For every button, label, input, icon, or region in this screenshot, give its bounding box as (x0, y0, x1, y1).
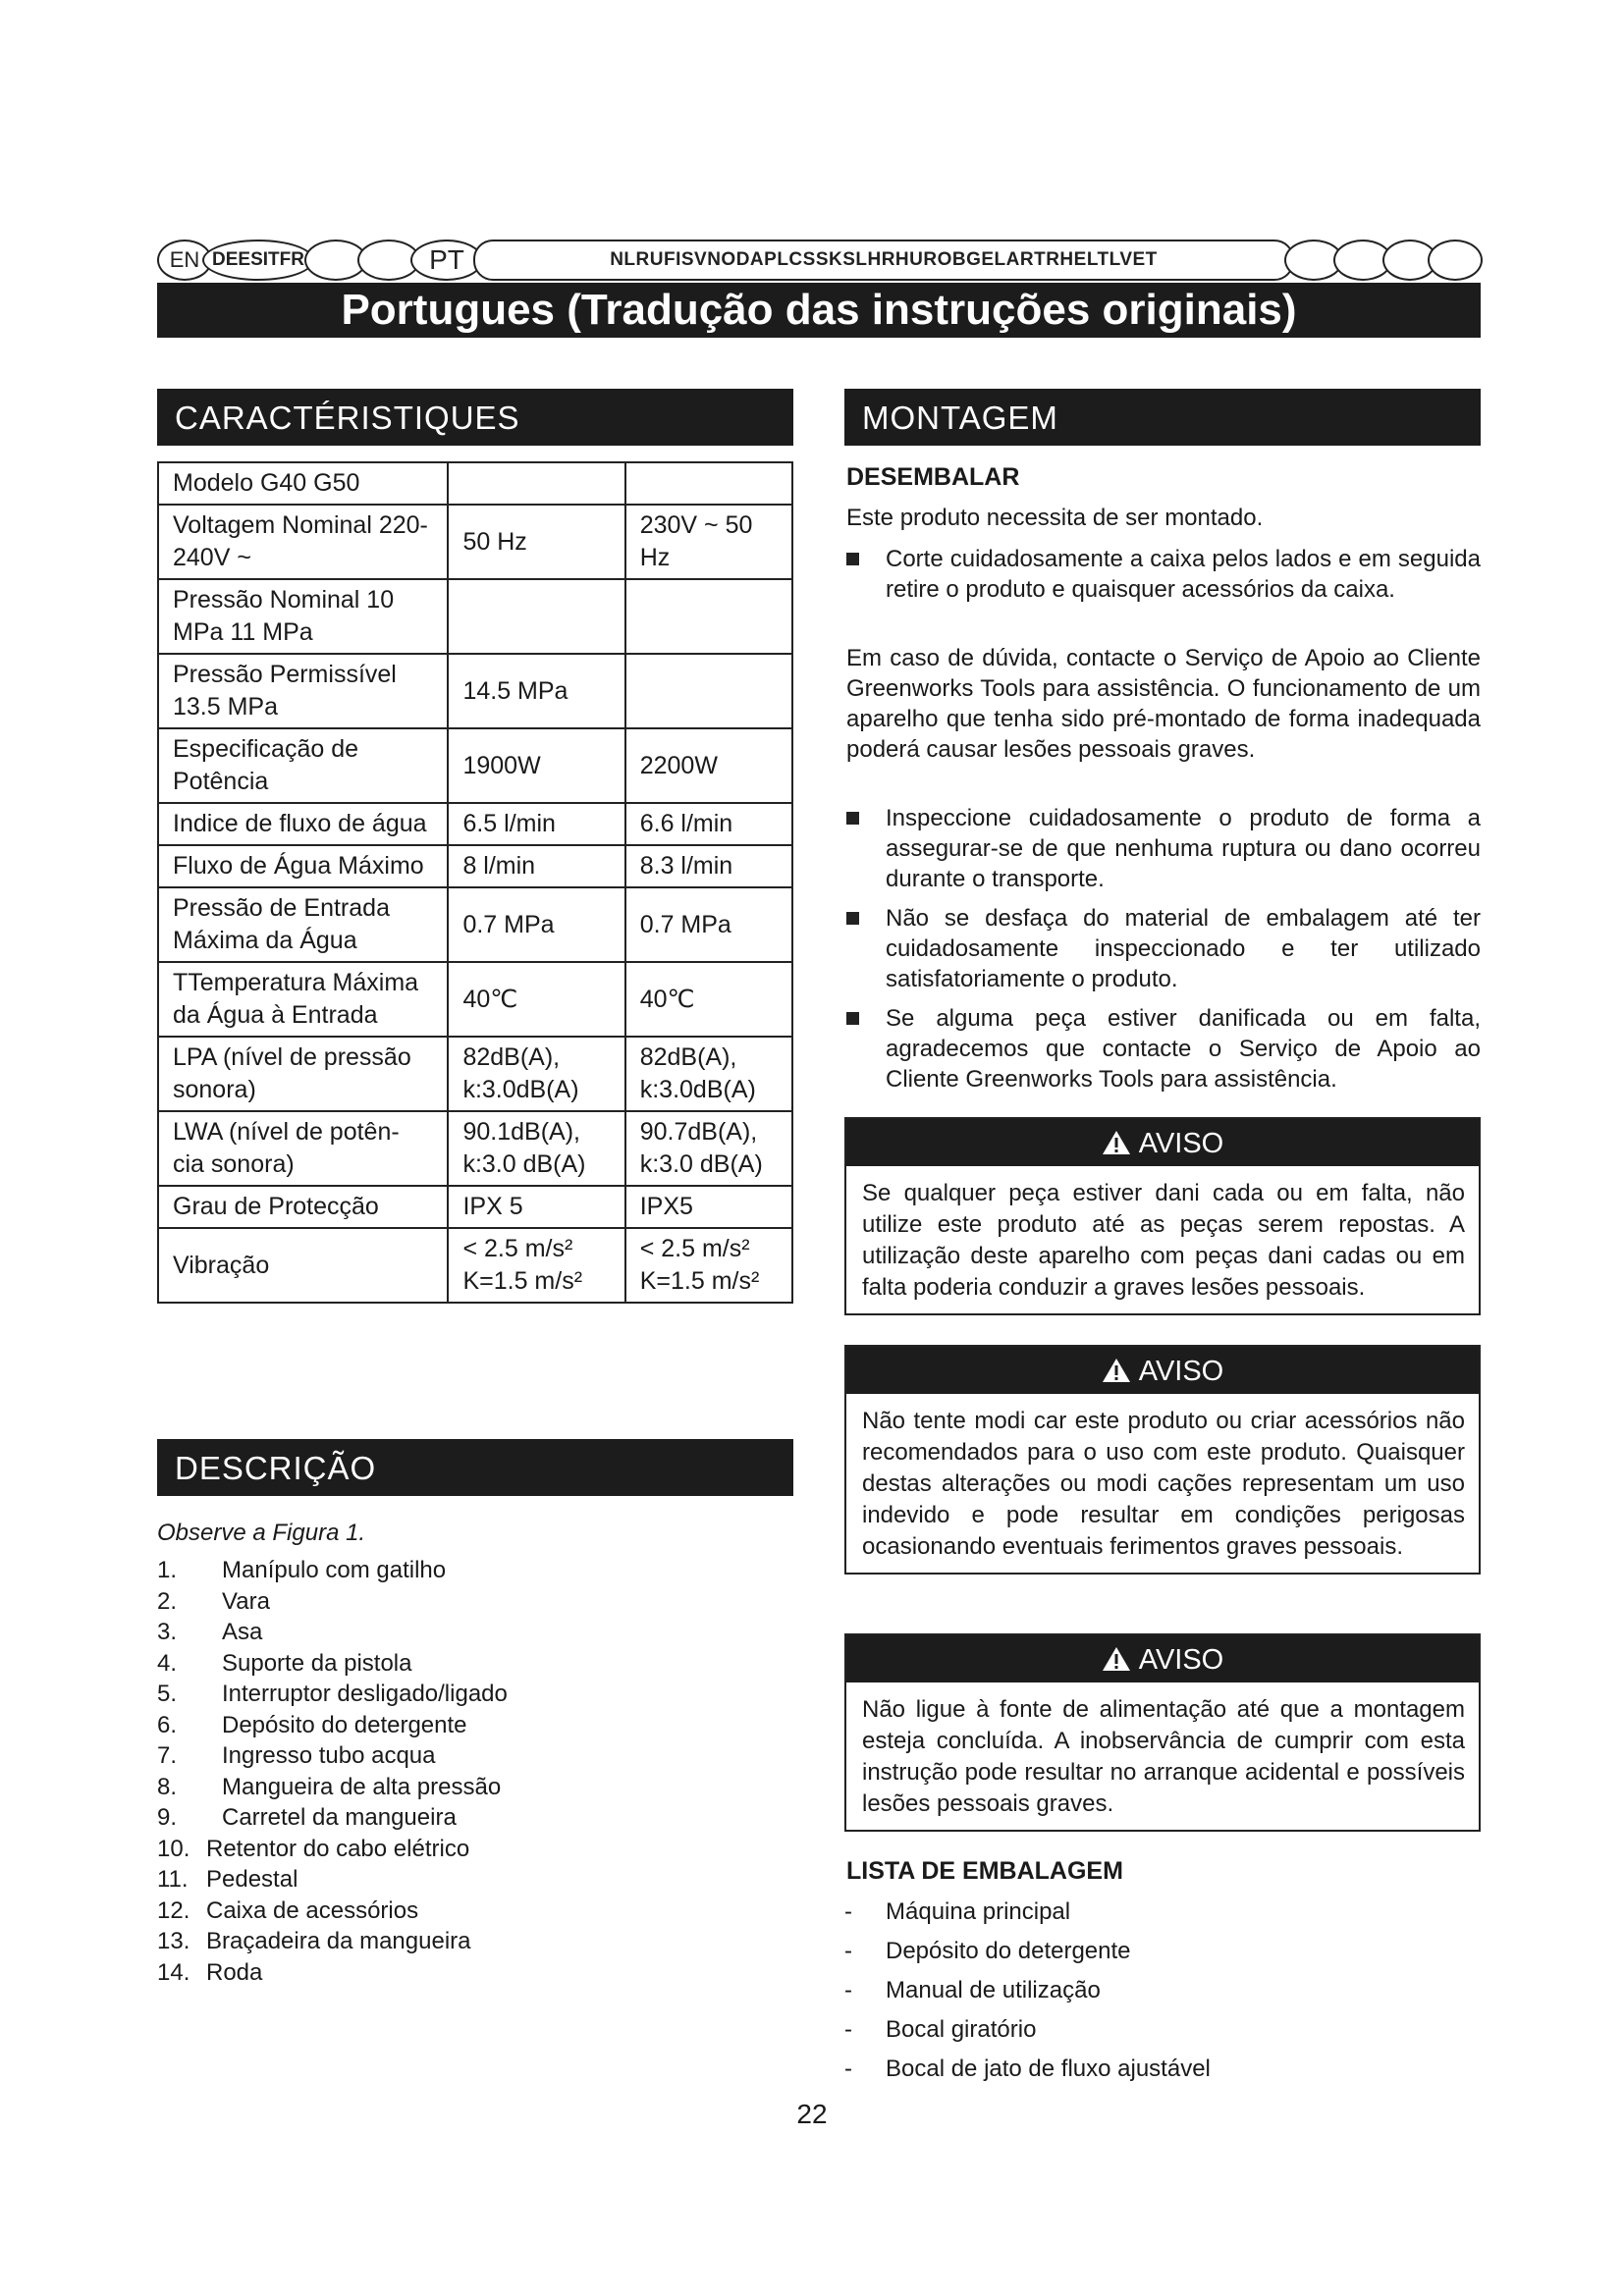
assembly-intro: Este produto necessita de ser montado. (846, 505, 1264, 531)
warning-box-2 (844, 1345, 1481, 1575)
table-cell: 6.5 l/min (448, 803, 624, 845)
table-row (158, 845, 792, 887)
list-item-number: 11. (157, 1866, 189, 1893)
list-item-text: Manípulo com gatilho (222, 1557, 447, 1583)
list-item-number: 12. (157, 1896, 190, 1924)
table-row (158, 1037, 792, 1111)
list-item-number: 10. (157, 1835, 190, 1862)
list-item-text: Vara (222, 1587, 270, 1615)
table-cell: < 2.5 m/s² K=1.5 m/s² (448, 1228, 624, 1303)
table-cell (448, 579, 624, 654)
list-item (844, 1003, 1481, 1095)
table-row (158, 462, 792, 505)
packing-list (844, 1893, 1481, 2089)
list-item (157, 1802, 785, 1834)
table-cell: 90.1dB(A), k:3.0 dB(A) (448, 1111, 624, 1186)
list-item-text: Inspeccione cuidadosamente o produto de forma a assegurar-se de que nenhuma ruptura ou dano ocorreu durante o transporte. (886, 805, 1481, 892)
table-cell: 0.7 MPa (448, 887, 624, 962)
list-item-text: Bocal de jato de fluxo ajustável (886, 2056, 1211, 2082)
table-cell: Grau de Protecção (158, 1186, 448, 1228)
list-item-number: 6. (157, 1711, 178, 1738)
list-item-number: 2. (157, 1587, 178, 1615)
table-cell: Pressão de Entrada Máxima da Água (158, 887, 448, 962)
list-item (157, 1710, 785, 1741)
lang-tab-group-1[interactable]: DEESITFR (202, 240, 314, 281)
list-item (844, 2010, 1481, 2050)
table-row (158, 505, 792, 579)
table-cell: 14.5 MPa (448, 654, 624, 728)
table-row (158, 803, 792, 845)
section-header-descricao: DESCRIÇÃO (157, 1439, 793, 1496)
table-cell (625, 654, 792, 728)
list-item-text: Depósito do detergente (222, 1711, 467, 1738)
table-cell (448, 462, 624, 505)
warning-label: AVISO (1138, 1128, 1224, 1159)
description-list (157, 1555, 785, 1988)
table-row (158, 579, 792, 654)
table-cell: 230V ~ 50 Hz (625, 505, 792, 579)
assembly-bullet-list-1 (844, 544, 1481, 614)
table-cell: 82dB(A), k:3.0dB(A) (448, 1037, 624, 1111)
list-item-number: 5. (157, 1681, 178, 1707)
table-cell: Modelo G40 G50 (158, 462, 448, 505)
table-cell: < 2.5 m/s² K=1.5 m/s² (625, 1228, 792, 1303)
list-item-text: Corte cuidadosamente a caixa pelos lados e em seguida retire o produto e quaisquer acessórios da caixa. (886, 546, 1481, 603)
list-item-text: Pedestal (206, 1866, 298, 1893)
list-item (157, 1896, 785, 1927)
list-item (844, 1971, 1481, 2010)
square-bullet-icon (846, 553, 859, 565)
table-cell: 90.7dB(A), k:3.0 dB(A) (625, 1111, 792, 1186)
language-tab-bar (157, 240, 1481, 281)
warning-header (846, 1635, 1479, 1682)
assembly-bullet-list-2 (844, 803, 1481, 1103)
list-item-text: Carretel da mangueira (222, 1804, 457, 1831)
list-item (844, 1893, 1481, 1932)
list-item-text: Depósito do detergente (886, 1938, 1131, 1964)
list-item-text: Se alguma peça estiver danificada ou em falta, agradecemos que contacte o Serviço de Apoio ao Cliente Greenworks Tools para assistência. (886, 1005, 1481, 1093)
warning-header (846, 1347, 1479, 1394)
list-item-number: 14. (157, 1958, 190, 1986)
warning-box-1 (844, 1117, 1481, 1315)
table-cell: 6.6 l/min (625, 803, 792, 845)
page-title: Portugues (Tradução das instruções originais) (157, 283, 1481, 338)
table-row (158, 962, 792, 1037)
list-item (844, 803, 1481, 894)
list-item-text: Roda (206, 1958, 263, 1986)
table-cell (625, 579, 792, 654)
dash-bullet-icon: - (844, 1977, 852, 2003)
list-item (844, 903, 1481, 994)
list-item-text: Ingresso tubo acqua (222, 1742, 436, 1769)
table-cell: Pressão Nominal 10 MPa 11 MPa (158, 579, 448, 654)
lang-tab-blank-6[interactable] (1428, 240, 1483, 281)
table-cell: 82dB(A), k:3.0dB(A) (625, 1037, 792, 1111)
warning-header (846, 1119, 1479, 1166)
warning-label: AVISO (1138, 1644, 1224, 1676)
table-cell: 50 Hz (448, 505, 624, 579)
warning-text: Se qualquer peça estiver dani cada ou em falta, não utilize este produto até as peças serem repostas. A utilização deste aparelho com peças dani cadas ou em falta poderia conduzir a graves lesões pessoais. (862, 1180, 1465, 1301)
list-item-text: Suporte da pistola (222, 1649, 412, 1677)
list-item (157, 1679, 785, 1710)
list-item (157, 1834, 785, 1865)
list-item (157, 1740, 785, 1772)
section-header-caracteristiques: CARACTÉRISTIQUES (157, 389, 793, 446)
warning-label: AVISO (1138, 1356, 1224, 1387)
warning-triangle-icon (1102, 1122, 1131, 1171)
subheading-lista-embalagem: LISTA DE EMBALAGEM (846, 1857, 1123, 1885)
square-bullet-icon (846, 812, 859, 825)
table-row (158, 887, 792, 962)
list-item-number: 8. (157, 1773, 178, 1800)
list-item (844, 544, 1481, 605)
table-cell: Pressão Permissível 13.5 MPa (158, 654, 448, 728)
dash-bullet-icon: - (844, 1898, 852, 1925)
table-cell: Vibração (158, 1228, 448, 1303)
dash-bullet-icon: - (844, 2016, 852, 2043)
list-item-text: Manual de utilização (886, 1977, 1101, 2003)
square-bullet-icon (846, 1012, 859, 1025)
table-cell: 0.7 MPa (625, 887, 792, 962)
list-item (157, 1648, 785, 1680)
table-cell: 1900W (448, 728, 624, 803)
list-item-number: 3. (157, 1619, 178, 1645)
table-cell: Indice de fluxo de água (158, 803, 448, 845)
lang-tab-pt[interactable]: PT (410, 240, 483, 281)
list-item-text: Braçadeira da mangueira (206, 1928, 471, 1954)
table-cell: 8 l/min (448, 845, 624, 887)
list-item-number: 7. (157, 1742, 178, 1769)
lang-tab-en[interactable]: EN (157, 240, 212, 281)
warning-triangle-icon (1102, 1350, 1131, 1399)
list-item-text: Bocal giratório (886, 2016, 1037, 2043)
list-item-number: 4. (157, 1649, 178, 1677)
dash-bullet-icon: - (844, 1938, 852, 1964)
list-item (157, 1864, 785, 1896)
list-item-number: 1. (157, 1557, 178, 1583)
list-item (157, 1555, 785, 1586)
list-item (844, 1932, 1481, 1971)
square-bullet-icon (846, 912, 859, 925)
table-cell: LWA (nível de potên- cia sonora) (158, 1111, 448, 1186)
list-item-text: Interruptor desligado/ligado (222, 1681, 508, 1707)
list-item-text: Retentor do cabo elétrico (206, 1835, 470, 1862)
list-item-text: Caixa de acessórios (206, 1896, 419, 1924)
list-item-text: Não se desfaça do material de embalagem até ter cuidadosamente inspeccionado e ter utilizado satisfatoriamente o produto. (886, 905, 1481, 992)
list-item-number: 13. (157, 1928, 190, 1954)
list-item (157, 1926, 785, 1957)
list-item (157, 1772, 785, 1803)
figure-reference: Observe a Figura 1. (157, 1520, 366, 1546)
warning-box-3 (844, 1633, 1481, 1832)
table-cell: 40℃ (625, 962, 792, 1037)
list-item-text: Asa (222, 1619, 263, 1645)
table-cell: TTemperatura Máxima da Água à Entrada (158, 962, 448, 1037)
table-cell: Especificação de Potência (158, 728, 448, 803)
list-item-text: Máquina principal (886, 1898, 1071, 1925)
table-cell: IPX 5 (448, 1186, 624, 1228)
spec-table (157, 461, 793, 1304)
list-item-text: Mangueira de alta pressão (222, 1773, 502, 1800)
warning-triangle-icon (1102, 1638, 1131, 1687)
list-item (844, 2050, 1481, 2089)
table-row (158, 1228, 792, 1303)
list-item (157, 1957, 785, 1989)
table-cell: LPA (nível de pressão sonora) (158, 1037, 448, 1111)
table-cell: 40℃ (448, 962, 624, 1037)
list-item (157, 1586, 785, 1618)
lang-tab-group-2[interactable]: NLRUFISVNODAPLCSSKSLHRHUROBGELARTRHELTLVET (473, 240, 1294, 281)
warning-text: Não tente modi car este produto ou criar acessórios não recomendados para o uso com este produto. Quaisquer destas alterações ou modi cações representam um uso indevido e pode resultar em condições perigosas ocasionando eventuais ferimentos graves pessoais. (862, 1408, 1465, 1560)
table-row (158, 1186, 792, 1228)
table-cell: IPX5 (625, 1186, 792, 1228)
table-cell: Voltagem Nominal 220-240V ~ (158, 505, 448, 579)
table-cell: 8.3 l/min (625, 845, 792, 887)
table-row (158, 654, 792, 728)
assembly-paragraph: Em caso de dúvida, contacte o Serviço de Apoio ao Cliente Greenworks Tools para assistência. O funcionamento de um aparelho que tenha sido pré-montado de forma inadequada poderá causar lesões pessoais graves. (846, 645, 1481, 763)
dash-bullet-icon: - (844, 2056, 852, 2082)
subheading-desembalar: DESEMBALAR (846, 463, 1020, 491)
table-row (158, 1111, 792, 1186)
table-cell (625, 462, 792, 505)
warning-text: Não ligue à fonte de alimentação até que a montagem esteja concluída. A inobservância de cumprir com esta instrução pode resultar no arranque acidental e possíveis lesões pessoais graves. (862, 1696, 1465, 1817)
section-header-montagem: MONTAGEM (844, 389, 1481, 446)
list-item (157, 1617, 785, 1648)
list-item-number: 9. (157, 1804, 178, 1831)
table-cell: 2200W (625, 728, 792, 803)
table-row (158, 728, 792, 803)
table-cell: Fluxo de Água Máximo (158, 845, 448, 887)
page-number: 22 (796, 2099, 828, 2129)
